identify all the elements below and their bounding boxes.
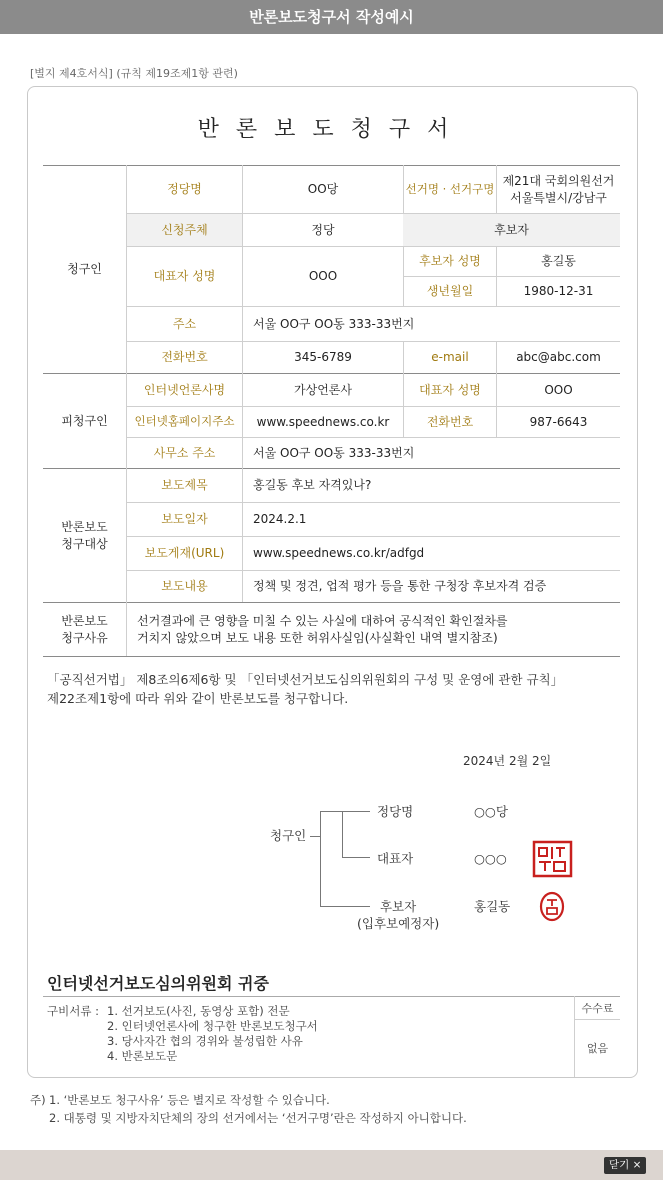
signature-candidate-sub: (입후보예정자) <box>357 916 440 931</box>
homepage-value: www.speednews.co.kr <box>256 414 390 429</box>
signature-candidate-title: 후보자 <box>379 899 417 914</box>
signature-party-value: ○○당 <box>474 804 508 819</box>
birth-value: 1980-12-31 <box>523 284 594 299</box>
reason-group-line1: 반론보도 <box>61 614 108 629</box>
phone-label: 전화번호 <box>161 350 208 365</box>
phone-value: 345-6789 <box>294 350 352 365</box>
office-address-label: 사무소 주소 <box>153 445 216 460</box>
report-url-label: 보도게재(URL) <box>144 546 225 561</box>
legal-line1: 「공직선거법」 제8조의6제6항 및 「인터넷선거보도심의위원회의 구성 및 운영에 관한 규칙」 <box>47 672 564 687</box>
document-item: 2. 인터넷언론사에 청구한 반론보도청구서 <box>107 1019 318 1033</box>
submission-date: 2024년 2월 2일 <box>463 754 552 768</box>
signature-candidate-label <box>357 898 439 932</box>
fee-value: 없음 <box>586 1042 609 1055</box>
respondent-rep-label: 대표자 성명 <box>419 382 481 397</box>
reason-group-line2: 청구사유 <box>61 630 108 645</box>
signature-claimant-label: 청구인 <box>270 828 307 843</box>
required-documents <box>47 1004 318 1064</box>
respondent-phone-label: 전화번호 <box>426 414 474 429</box>
report-date-label: 보도일자 <box>161 512 208 527</box>
claimant-group-label: 청구인 <box>67 262 102 277</box>
page-title: 반론보도청구서 작성예시 <box>249 8 414 26</box>
target-group-line1: 반론보도 <box>61 520 108 535</box>
report-date-value: 2024.2.1 <box>253 512 307 527</box>
legal-line2: 제22조제1항에 따라 위와 같이 반론보도를 청구합니다. <box>47 691 349 706</box>
close-button[interactable]: 닫기 × <box>604 1157 646 1174</box>
target-group-line2: 청구대상 <box>61 536 108 551</box>
party-name-value: OO당 <box>307 182 339 197</box>
signature-party-label: 정당명 <box>377 804 414 819</box>
document-item: 1. 선거보도(사진, 동영상 포함) 전문 <box>107 1004 290 1018</box>
report-content-label: 보도내용 <box>161 579 208 594</box>
address-value: 서울 OO구 OO동 333-33번지 <box>253 316 415 331</box>
candidate-name-label: 후보자 성명 <box>419 254 481 269</box>
reason-group-label <box>43 603 126 656</box>
fee-label: 수수료 <box>581 1002 614 1015</box>
subject-party: 정당 <box>311 222 335 237</box>
signature-candidate-value: 홍길동 <box>474 899 511 914</box>
birth-label: 생년월일 <box>426 284 474 299</box>
official-seal-stamp <box>532 840 573 878</box>
email-label: e-mail <box>431 350 469 365</box>
election-name: 제21대 국회의원선거 <box>502 174 615 189</box>
address-label: 주소 <box>172 316 197 331</box>
notes-prefix: 주) <box>30 1093 46 1107</box>
report-title-value: 홍길동 후보 자격있나? <box>253 478 372 493</box>
district-name: 서울특별시/강남구 <box>510 190 607 205</box>
signature-rep-value: ○○○ <box>474 851 507 866</box>
respondent-phone-value: 987-6643 <box>529 414 588 429</box>
form-note: [별지 제4호서식] (규칙 제19조제1항 관련) <box>30 67 238 80</box>
email-value: abc@abc.com <box>516 350 601 365</box>
report-content-value: 정책 및 정견, 업적 평가 등을 통한 구청장 후보자격 검증 <box>253 579 547 594</box>
election-district-label: 선거명 · 선거구명 <box>405 181 495 196</box>
homepage-label: 인터넷홈페이지주소 <box>134 414 235 429</box>
signature-rep-label: 대표자 <box>377 851 414 866</box>
respondent-group-label: 피청구인 <box>61 413 108 428</box>
footnotes <box>30 1091 467 1127</box>
document-item: 4. 반론보도문 <box>107 1049 178 1063</box>
report-url-value: www.speednews.co.kr/adfgd <box>253 546 425 561</box>
candidate-name-value: 홍길동 <box>541 254 576 269</box>
reason-line1: 선거결과에 큰 영향을 미칠 수 있는 사실에 대하여 공식적인 확인절차를 <box>137 614 508 629</box>
personal-seal-stamp <box>539 891 565 922</box>
note-item: 2. 대통령 및 지방자치단체의 장의 선거에서는 ‘선거구명’란은 작성하지 아니합니다. <box>49 1111 467 1125</box>
reason-text <box>127 603 620 656</box>
office-address-value: 서울 OO구 OO동 333-33번지 <box>253 445 415 460</box>
subject-candidate: 후보자 <box>494 222 529 237</box>
election-district-value <box>497 166 620 213</box>
document-title: 반론보도청구서 <box>197 117 466 142</box>
page-title-bar <box>0 0 663 34</box>
legal-statement <box>47 670 563 708</box>
report-title-label: 보도제목 <box>161 478 208 493</box>
party-name-label: 정당명 <box>167 182 202 197</box>
representative-value: OOO <box>308 269 338 284</box>
target-group-label <box>43 469 126 602</box>
media-name-value: 가상언론사 <box>294 382 352 397</box>
media-name-label: 인터넷언론사명 <box>143 382 226 397</box>
note-item: 1. ‘반론보도 청구사유’ 등은 별지로 작성할 수 있습니다. <box>49 1093 330 1107</box>
subject-label: 신청주체 <box>127 214 242 246</box>
representative-label: 대표자 성명 <box>153 269 216 284</box>
respondent-rep-value: OOO <box>544 382 573 397</box>
footer-bar <box>0 1150 663 1180</box>
documents-label: 구비서류 : <box>47 1004 99 1018</box>
document-item: 3. 당사자간 협의 경위와 불성립한 사유 <box>107 1034 303 1048</box>
recipient-title: 인터넷선거보도심의위원회 귀중 <box>47 974 269 993</box>
reason-line2: 거치지 않았으며 보도 내용 또한 허위사실임(사실확인 내역 별지참조) <box>137 630 498 645</box>
